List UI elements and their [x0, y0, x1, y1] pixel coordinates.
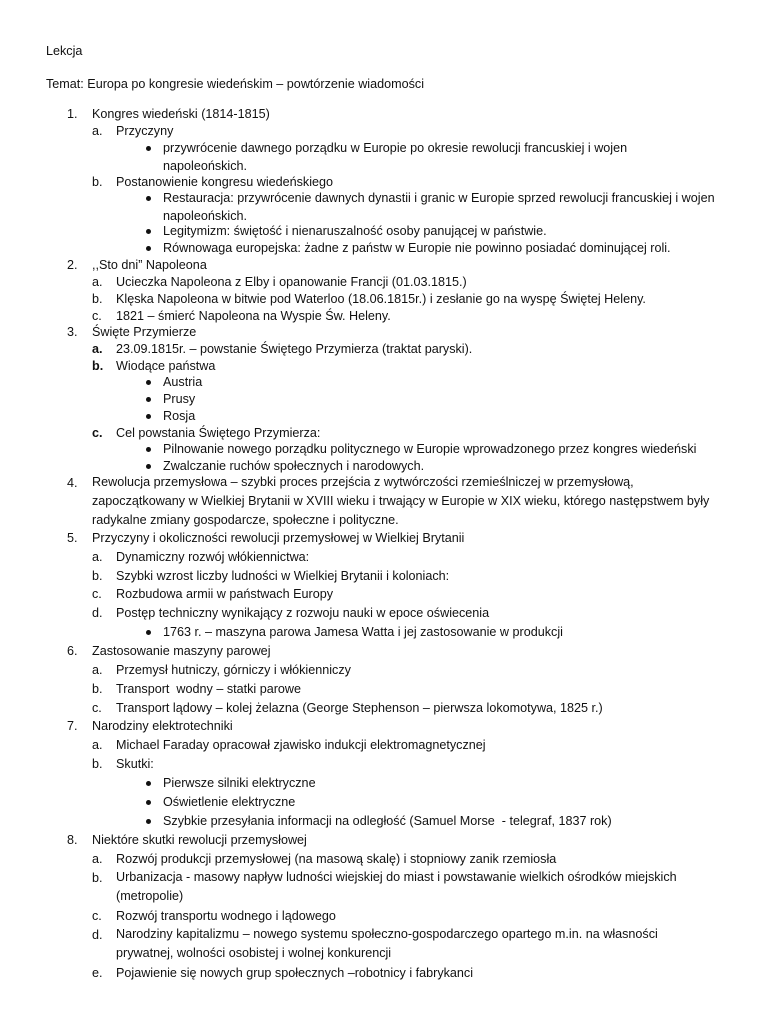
item-label: Dynamiczny rozwój włókiennictwa:	[116, 550, 310, 564]
item-label: Postęp techniczny wynikający z rozwoju nauki w epoce oświecenia	[116, 606, 490, 620]
bullet-dot	[146, 196, 151, 201]
item-label: Rozbudowa armii w państwach Europy	[116, 587, 333, 601]
section-number: 4.	[67, 476, 78, 490]
bullet-text: Prusy	[163, 392, 196, 406]
item-marker: b.	[92, 359, 104, 373]
bullet-text: Legitymizm: świętość i nienaruszalność osoby panującej w państwie.	[163, 224, 547, 238]
item-marker: b.	[92, 292, 103, 306]
bullet-dot	[146, 146, 151, 151]
item-marker: a.	[92, 663, 103, 677]
item-marker: c.	[92, 309, 102, 323]
bullet-text: Restauracja: przywrócenie dawnych dynastii i granic w Europie sprzed rewolucji francuskiej i wojen napoleońskich.	[163, 191, 715, 223]
section-number: 5.	[67, 531, 78, 545]
section-title: Zastosowanie maszyny parowej	[92, 644, 271, 658]
item-marker: e.	[92, 966, 103, 980]
bullet-text: Austria	[163, 375, 203, 389]
item-label: Pojawienie się nowych grup społecznych –robotnicy i fabrykanci	[116, 966, 474, 980]
item-label: Urbanizacja - masowy napływ ludności wiejskiej do miast i powstawanie wielkich ośrodków miejskich (metropolie)	[116, 870, 677, 903]
item-label: Cel powstania Świętego Przymierza:	[116, 426, 321, 440]
item-marker: d.	[92, 928, 103, 942]
bullet-dot	[146, 414, 151, 419]
section-number: 3.	[67, 325, 78, 339]
bullet-dot	[146, 819, 151, 824]
section-title: Święte Przymierze	[92, 325, 197, 339]
bullet-text: Rosja	[163, 409, 196, 423]
bullet-text: 1763 r. – maszyna parowa Jamesa Watta i jej zastosowanie w produkcji	[163, 625, 563, 639]
section-number: 8.	[67, 833, 78, 847]
bullet-dot	[146, 246, 151, 251]
item-label: Klęska Napoleona w bitwie pod Waterloo (18.06.1815r.) i zesłanie go na wyspę Świętej Heleny.	[116, 292, 646, 306]
item-label: Przemysł hutniczy, górniczy i włókienniczy	[116, 663, 351, 677]
item-label: Ucieczka Napoleona z Elby i opanowanie Francji (01.03.1815.)	[116, 275, 467, 289]
section-title: ,,Sto dni” Napoleona	[92, 258, 207, 272]
bullet-dot	[146, 229, 151, 234]
item-marker: c.	[92, 426, 103, 440]
item-label: Wiodące państwa	[116, 359, 216, 373]
item-label: Szybki wzrost liczby ludności w Wielkiej Brytanii i koloniach:	[116, 569, 450, 583]
item-label: Skutki:	[116, 757, 154, 771]
bullet-dot	[146, 781, 151, 786]
item-marker: b.	[92, 871, 103, 885]
item-label: Transport wodny – statki parowe	[116, 682, 302, 696]
item-label: Transport lądowy – kolej żelazna (George Stephenson – pierwsza lokomotywa, 1825 r.)	[116, 701, 603, 715]
bullet-text: przywrócenie dawnego porządku w Europie po okresie rewolucji francuskiej i wojen napoleońskich.	[163, 141, 628, 173]
item-label: Narodziny kapitalizmu – nowego systemu społeczno-gospodarczego opartego m.in. na własności prywatnej, wolności osobistej i wolnej konkurencji	[116, 927, 658, 960]
item-marker: d.	[92, 606, 103, 620]
bullet-dot	[146, 464, 151, 469]
lesson-label: Lekcja	[46, 44, 83, 58]
topic-heading: Temat: Europa po kongresie wiedeńskim – powtórzenie wiadomości	[46, 77, 425, 91]
item-marker: a.	[92, 124, 103, 138]
section-title: Niektóre skutki rewolucji przemysłowej	[92, 833, 307, 847]
section-paragraph: Rewolucja przemysłowa – szybki proces przejścia z wytwórczości rzemieślniczej w przemysłową, zapoczątkowany w Wielkiej Brytanii w XVIII wieku i trwający w Europie w XIX wieku, którego następstwem były radykalne zmiany gospodarcze, społeczne i polityczne.	[92, 475, 710, 527]
bullet-text: Równowaga europejska: żadne z państw w Europie nie powinno posiadać dominującej roli.	[163, 241, 671, 255]
item-marker: a.	[92, 275, 103, 289]
bullet-text: Szybkie przesyłania informacji na odległość (Samuel Morse - telegraf, 1837 rok)	[163, 814, 612, 828]
bullet-text: Zwalczanie ruchów społecznych i narodowych.	[163, 459, 425, 473]
item-label: 1821 – śmierć Napoleona na Wyspie Św. Heleny.	[116, 309, 391, 323]
item-label: Postanowienie kongresu wiedeńskiego	[116, 175, 334, 189]
item-marker: a.	[92, 852, 103, 866]
section-number: 6.	[67, 644, 78, 658]
bullet-dot	[146, 397, 151, 402]
item-marker: c.	[92, 909, 102, 923]
item-label: 23.09.1815r. – powstanie Świętego Przymierza (traktat paryski).	[116, 342, 473, 356]
item-label: Michael Faraday opracował zjawisko indukcji elektromagnetycznej	[116, 738, 486, 752]
item-label: Rozwój transportu wodnego i lądowego	[116, 909, 336, 923]
bullet-dot	[146, 800, 151, 805]
item-marker: b.	[92, 569, 103, 583]
item-marker: a.	[92, 342, 103, 356]
item-label: Rozwój produkcji przemysłowej (na masową skalę) i stopniowy zanik rzemiosła	[116, 852, 557, 866]
bullet-text: Oświetlenie elektryczne	[163, 795, 296, 809]
item-marker: c.	[92, 701, 102, 715]
section-title: Narodziny elektrotechniki	[92, 719, 233, 733]
bullet-dot	[146, 447, 151, 452]
bullet-dot	[146, 630, 151, 635]
item-marker: b.	[92, 757, 103, 771]
section-number: 2.	[67, 258, 78, 272]
section-number: 1.	[67, 107, 78, 121]
bullet-text: Pierwsze silniki elektryczne	[163, 776, 316, 790]
item-marker: b.	[92, 175, 103, 189]
section-title: Kongres wiedeński (1814-1815)	[92, 107, 270, 121]
section-number: 7.	[67, 719, 78, 733]
item-marker: c.	[92, 587, 102, 601]
bullet-dot	[146, 380, 151, 385]
item-marker: a.	[92, 550, 103, 564]
item-marker: a.	[92, 738, 103, 752]
item-marker: b.	[92, 682, 103, 696]
item-label: Przyczyny	[116, 124, 174, 138]
section-title: Przyczyny i okoliczności rewolucji przemysłowej w Wielkiej Brytanii	[92, 531, 465, 545]
bullet-text: Pilnowanie nowego porządku politycznego w Europie wprowadzonego przez kongres wiedeński	[163, 442, 697, 456]
